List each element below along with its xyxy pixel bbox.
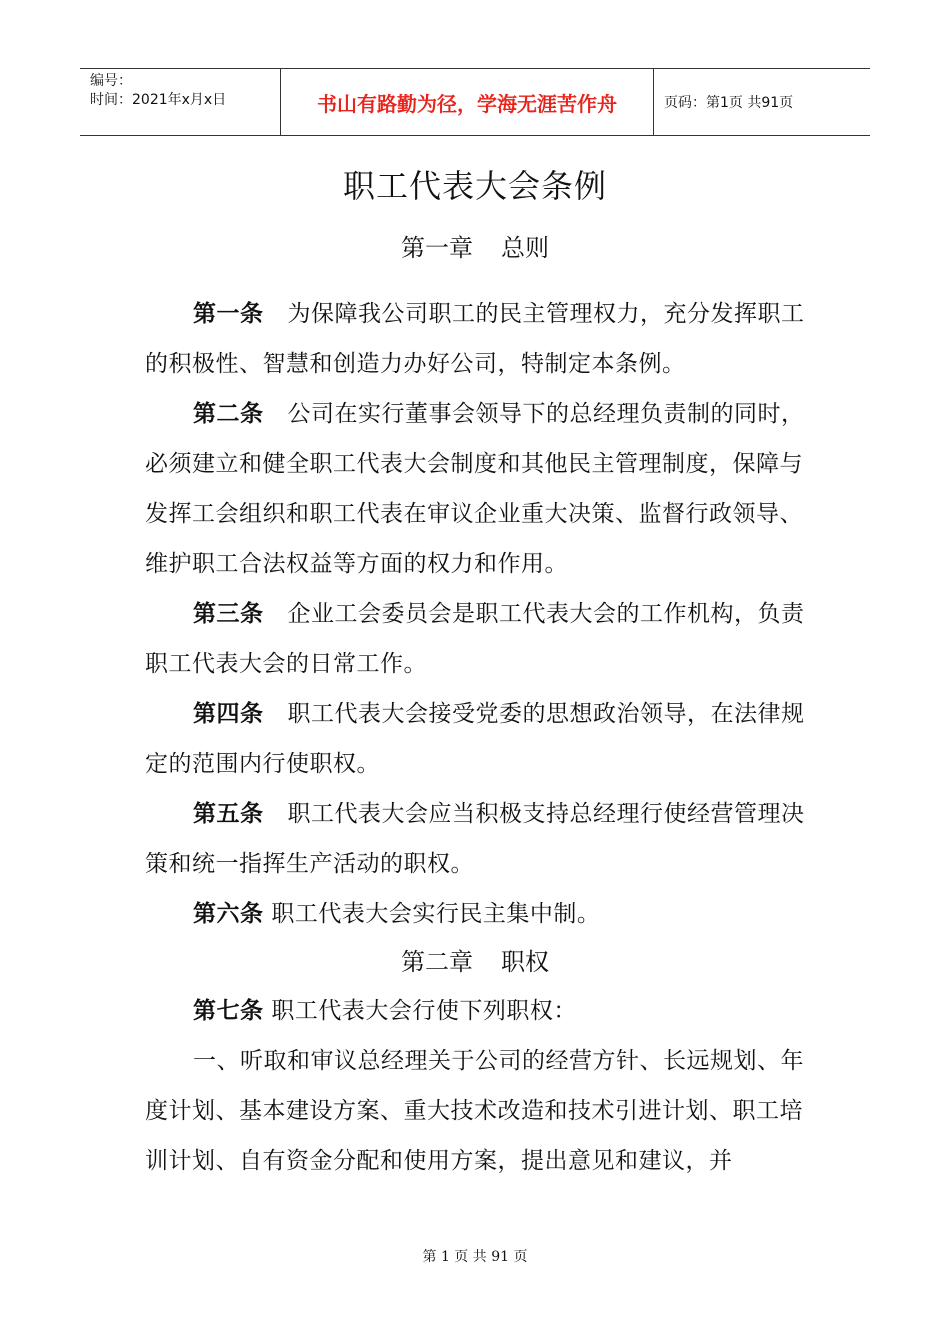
- article: [145, 689, 815, 789]
- chapter-2-body: [145, 986, 815, 1186]
- page-footer: 第 1 页 共 91 页: [422, 1249, 528, 1265]
- page-header: [80, 68, 870, 136]
- chapter-name: 职权: [501, 948, 549, 976]
- article-text: 职工代表大会应当积极支持总经理行使经营管理决策和统一指挥生产活动的职权。: [145, 801, 805, 877]
- article-label: 第一条: [193, 301, 264, 327]
- article-text: 为保障我公司职工的民主管理权力，充分发挥职工的积极性、智慧和创造力办好公司，特制定本条例。: [145, 301, 805, 377]
- chapter-number: 第一章: [401, 234, 473, 262]
- header-meta: [80, 69, 281, 135]
- article-label: 第四条: [193, 701, 264, 727]
- chapter-number: 第二章: [401, 948, 473, 976]
- header-motto: 书山有路勤为径，学海无涯苦作舟: [281, 69, 654, 135]
- article-label: 第二条: [193, 401, 264, 427]
- header-page-info: 页码：第1页 共91页: [664, 95, 794, 111]
- article: [145, 389, 815, 589]
- document-title: 职工代表大会条例: [342, 167, 607, 205]
- article-label: 第七条: [193, 998, 264, 1024]
- article-text: 职工代表大会行使下列职权：: [271, 998, 577, 1024]
- number-label: 编号：: [90, 73, 132, 89]
- article: [145, 889, 815, 939]
- article-text: 职工代表大会接受党委的思想政治领导，在法律规定的范围内行使职权。: [145, 701, 805, 777]
- article: [145, 986, 815, 1036]
- article-label: 第五条: [193, 801, 264, 827]
- article: [145, 789, 815, 889]
- chapter-name: 总则: [501, 234, 549, 262]
- chapter-heading-1: [0, 232, 950, 264]
- chapter-heading-2: [0, 946, 950, 978]
- article: [145, 289, 815, 389]
- article: [145, 589, 815, 689]
- article-text: 企业工会委员会是职工代表大会的工作机构，负责职工代表大会的日常工作。: [145, 601, 805, 677]
- article-text: 职工代表大会实行民主集中制。: [271, 901, 601, 927]
- list-item: 一、听取和审议总经理关于公司的经营方针、长远规划、年度计划、基本建设方案、重大技术改造和技术引进计划、职工培训计划、自有资金分配和使用方案，提出意见和建议，并: [145, 1048, 804, 1174]
- time-label: 时间：2021年x月x日: [90, 92, 227, 108]
- article-label: 第三条: [193, 601, 264, 627]
- article-text: 公司在实行董事会领导下的总经理负责制的同时，必须建立和健全职工代表大会制度和其他民主管理制度，保障与发挥工会组织和职工代表在审议企业重大决策、监督行政领导、维护职工合法权益等方面的权力和作用。: [145, 401, 805, 577]
- article-label: 第六条: [193, 901, 264, 927]
- chapter-1-body: [145, 289, 815, 939]
